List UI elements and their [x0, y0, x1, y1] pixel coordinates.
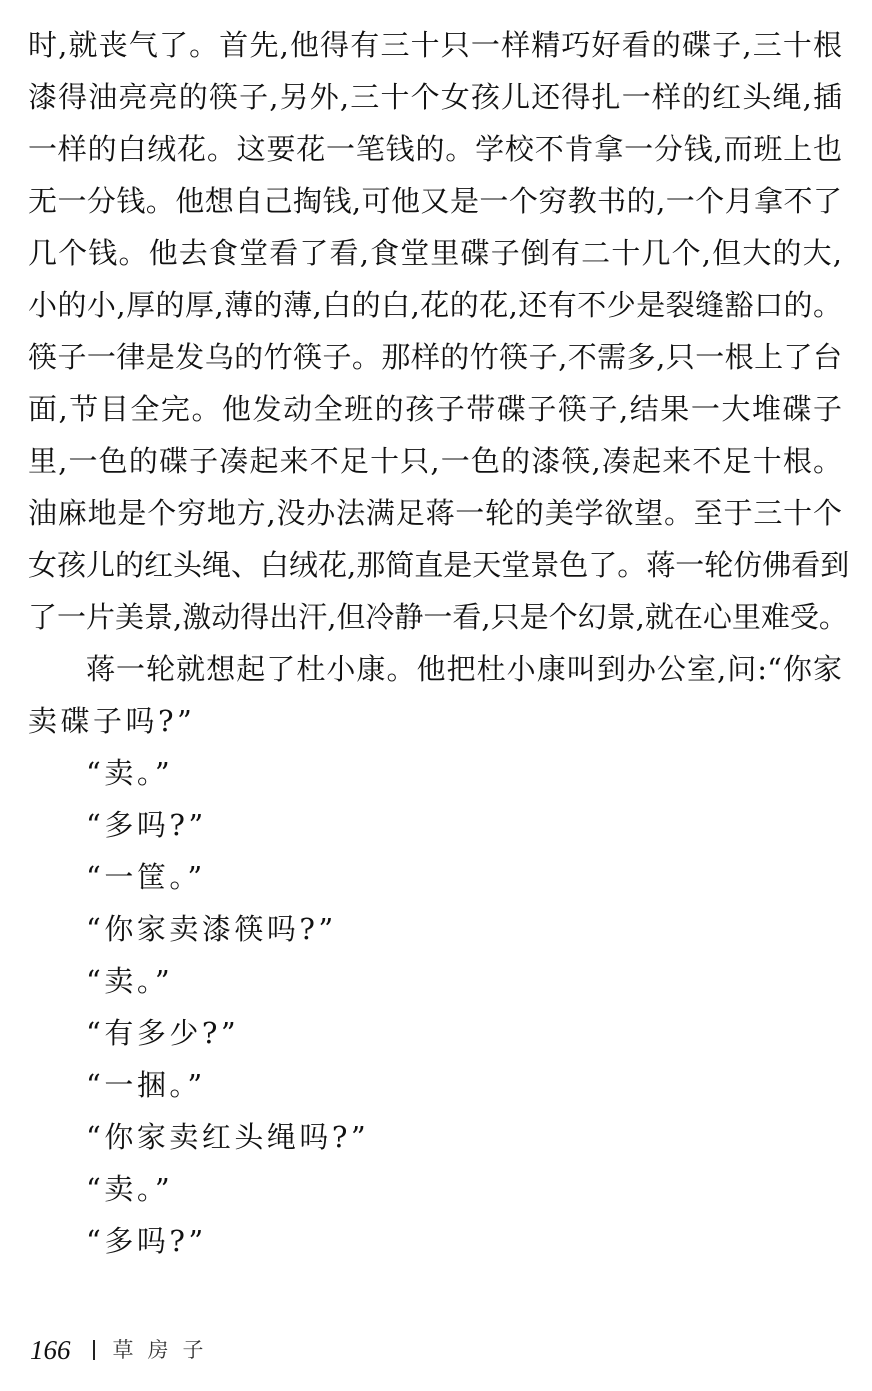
text-line: 面,节目全完。他发动全班的孩子带碟子筷子,结果一大堆碟子 — [28, 392, 842, 426]
text-line: 漆得油亮亮的筷子,另外,三十个女孩儿还得扎一样的红头绳,插 — [28, 80, 842, 114]
text-line: 了一片美景,激动得出汗,但冷静一看,只是个幻景,就在心里难受。 — [28, 600, 848, 634]
text-line: 一样的白绒花。这要花一笔钱的。学校不肯拿一分钱,而班上也 — [28, 132, 842, 166]
text-line: 卖碟子吗?” — [28, 704, 196, 738]
book-title: 草房子 — [112, 1338, 218, 1362]
text-line: 蒋一轮就想起了杜小康。他把杜小康叫到办公室,问:“你家 — [86, 652, 842, 686]
dialogue-line: “一筐。” — [86, 860, 206, 894]
text-line: 里,一色的碟子凑起来不足十只,一色的漆筷,凑起来不足十根。 — [28, 444, 842, 478]
text-line: 无一分钱。他想自己掏钱,可他又是一个穷教书的,一个月拿不了 — [28, 184, 842, 218]
footer-divider — [93, 1340, 95, 1360]
page-footer — [30, 1330, 218, 1370]
text-line: 油麻地是个穷地方,没办法满足蒋一轮的美学欲望。至于三十个 — [28, 496, 842, 530]
text-line: 时,就丧气了。首先,他得有三十只一样精巧好看的碟子,三十根 — [28, 28, 842, 62]
dialogue-line: “卖。” — [86, 1172, 174, 1206]
dialogue-line: “有多少?” — [86, 1016, 240, 1050]
dialogue-line: “卖。” — [86, 964, 174, 998]
text-line: 筷子一律是发乌的竹筷子。那样的竹筷子,不需多,只一根上了台 — [28, 340, 842, 374]
dialogue-line: “你家卖漆筷吗?” — [86, 912, 337, 946]
dialogue-line: “卖。” — [86, 756, 174, 790]
text-line: 女孩儿的红头绳、白绒花,那简直是天堂景色了。蒋一轮仿佛看到 — [28, 548, 850, 582]
text-line: 几个钱。他去食堂看了看,食堂里碟子倒有二十几个,但大的大, — [28, 236, 842, 270]
dialogue-line: “你家卖红头绳吗?” — [86, 1120, 370, 1154]
dialogue-line: “多吗?” — [86, 1224, 207, 1258]
text-line: 小的小,厚的厚,薄的薄,白的白,花的花,还有不少是裂缝豁口的。 — [28, 288, 842, 322]
dialogue-line: “一捆。” — [86, 1068, 206, 1102]
page-number: 166 — [30, 1335, 71, 1365]
dialogue-line: “多吗?” — [86, 808, 207, 842]
